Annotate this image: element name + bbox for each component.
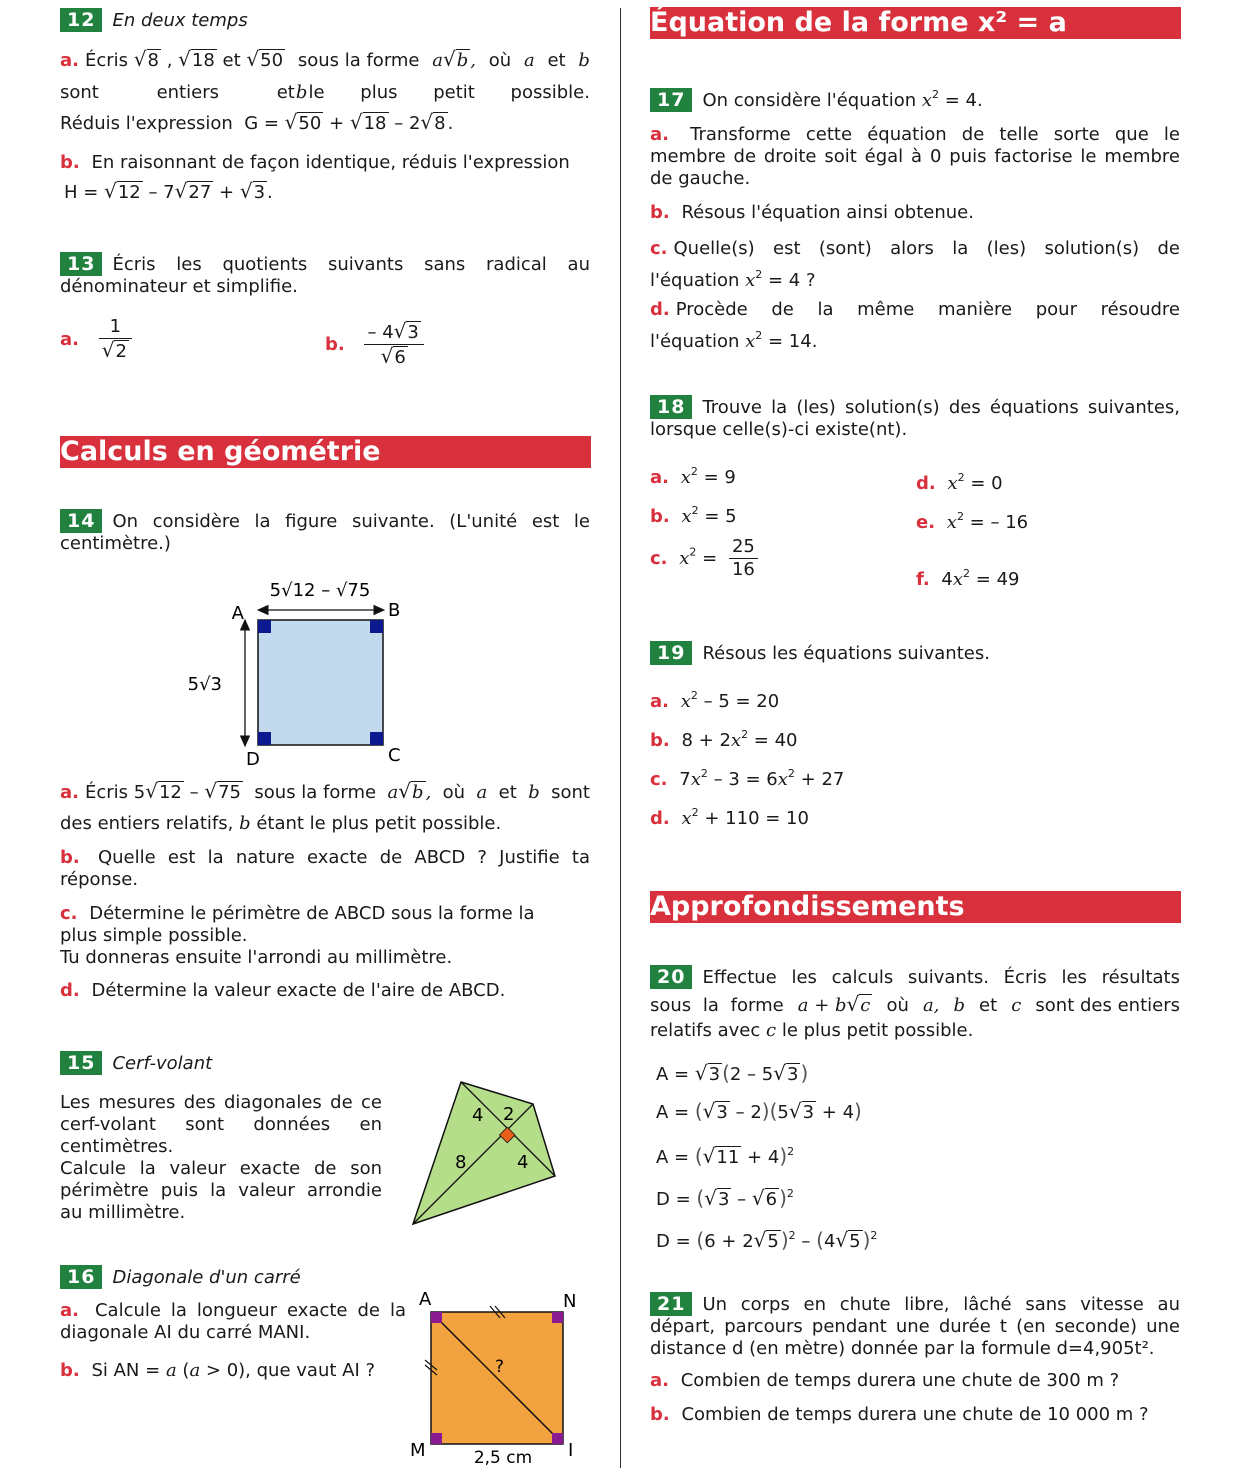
exercise-19-b: b. $8 + 2x^2 = 40$ bbox=[650, 728, 798, 751]
column-divider bbox=[620, 8, 621, 1468]
text: – 5 = 20 bbox=[703, 691, 780, 712]
right-angle-mark bbox=[431, 1312, 442, 1323]
text: où bbox=[488, 50, 512, 71]
square-figure bbox=[170, 572, 430, 772]
expression-a3: $A = (√11 + 4)^2$ bbox=[656, 1144, 795, 1168]
square-abcd bbox=[258, 620, 383, 745]
text: En raisonnant de façon identique, réduis l'expression bbox=[91, 152, 570, 173]
exercise-21-statement bbox=[650, 1292, 1180, 1360]
text: où bbox=[442, 782, 466, 803]
text: 7 bbox=[679, 769, 691, 790]
exercise-14-c bbox=[60, 903, 560, 969]
item-label: a. bbox=[650, 124, 669, 145]
exercise-20-line2: sous la forme a + b√c où a, b et c sont des entiers bbox=[650, 992, 1180, 1016]
text: Écris bbox=[84, 782, 129, 803]
right-angle-mark bbox=[552, 1433, 563, 1444]
exercise-number: 18 bbox=[650, 395, 692, 419]
vertex-b: B bbox=[388, 600, 401, 621]
exercise-20-statement bbox=[650, 965, 1180, 989]
exercise-12-header bbox=[60, 8, 590, 32]
exercise-16-b: b. Si AN = a (a > 0), que vaut AI ? bbox=[60, 1360, 376, 1381]
vertex-n: N bbox=[563, 1291, 577, 1312]
item-label: b. bbox=[60, 1360, 80, 1381]
item-label: f. bbox=[916, 569, 930, 590]
expression-a2: A = (√3 – 2)(5√3 + 4) bbox=[656, 1099, 862, 1123]
exercise-number: 16 bbox=[60, 1265, 102, 1289]
exercise-14-d bbox=[60, 980, 590, 1002]
text: = 0 bbox=[970, 473, 1003, 494]
text: = – 16 bbox=[969, 512, 1029, 533]
item-label: a. bbox=[650, 1370, 669, 1391]
exercise-20-line3: relatifs avec c le plus petit possible. bbox=[650, 1020, 974, 1041]
exercise-14-b bbox=[60, 847, 590, 891]
text: Détermine la valeur exacte de l'aire de ABCD. bbox=[91, 980, 506, 1001]
exercise-title: Diagonale d'un carré bbox=[112, 1267, 301, 1288]
segment-length: 2 bbox=[503, 1104, 515, 1125]
text: Transforme cette équation de telle sorte que le membre de droite soit égal à 0 puis factorise le membre de gauche. bbox=[650, 124, 1180, 189]
text: + 110 = 10 bbox=[704, 808, 809, 829]
text: des entiers relatifs, bbox=[60, 813, 234, 834]
item-label: b. bbox=[650, 506, 670, 527]
text: – 3 = 6 bbox=[713, 769, 778, 790]
exercise-17-statement: 17 On considère l'équation $x^2 = 4$. bbox=[650, 84, 1180, 112]
text: Effectue les calculs suivants. Écris les résultats bbox=[702, 967, 1180, 988]
text: > 0), que vaut AI ? bbox=[205, 1360, 376, 1381]
exercise-15-header bbox=[60, 1051, 590, 1075]
text: où bbox=[886, 995, 909, 1016]
item-label: c. bbox=[650, 238, 668, 259]
top-dimension: 5√12 – √75 bbox=[269, 580, 371, 601]
exercise-17-b bbox=[650, 202, 1180, 224]
exercise-13-statement bbox=[60, 252, 590, 298]
vertex-d: D bbox=[246, 749, 260, 770]
right-angle-mark bbox=[431, 1433, 442, 1444]
item-label: a. bbox=[650, 691, 669, 712]
expr-name: A bbox=[656, 1064, 669, 1085]
item-label: a. bbox=[650, 467, 669, 488]
text: + 27 bbox=[800, 769, 845, 790]
segment-length: 4 bbox=[517, 1152, 529, 1173]
text: = 4 ? bbox=[768, 270, 816, 291]
section-advanced: Approfondissements bbox=[650, 891, 1181, 923]
text: Combien de temps durera une chute de 300 m ? bbox=[680, 1370, 1120, 1391]
item-label: b. bbox=[650, 202, 670, 223]
item-label: a. bbox=[60, 329, 79, 350]
item-label: d. bbox=[650, 808, 670, 829]
exercise-18-c: c. $x^2$ = $\frac{25}{16}$ bbox=[650, 536, 758, 581]
expression-a1: A = √3 (2 – 5√3 ) bbox=[656, 1061, 809, 1085]
text: sont entiers et bbox=[60, 82, 295, 103]
section-equation: Équation de la forme x² = a bbox=[650, 7, 1181, 39]
text: = 9 bbox=[703, 467, 736, 488]
text: Écris les quotients suivants sans radical au dénominateur et simplifie. bbox=[60, 254, 590, 297]
item-label: d. bbox=[916, 473, 936, 494]
text: 8 + 2 bbox=[681, 730, 731, 751]
item-label: b. bbox=[60, 847, 80, 868]
exercise-18-e: e. $x^2$ = – 16 bbox=[916, 510, 1029, 533]
vertex-a: A bbox=[231, 603, 244, 624]
exercise-number: 14 bbox=[60, 509, 102, 533]
item-label: d. bbox=[650, 299, 670, 320]
left-dimension: 5√3 bbox=[187, 674, 222, 695]
text: Écris bbox=[84, 50, 129, 71]
exercise-18-statement bbox=[650, 395, 1180, 441]
exercise-14-statement bbox=[60, 509, 590, 555]
text: sous la forme bbox=[297, 50, 420, 71]
kite-figure bbox=[405, 1074, 565, 1234]
expr-name: A bbox=[656, 1102, 669, 1123]
item-label: c. bbox=[650, 769, 668, 790]
text: Trouve la (les) solution(s) des équations suivantes, lorsque celle(s)-ci existe(nt). bbox=[650, 397, 1180, 440]
exercise-13-b: b. $\frac{- 4√3}{√6}$ bbox=[325, 320, 424, 369]
exercise-number: 20 bbox=[650, 965, 692, 989]
exercise-14-a-line1: a. Écris 5√12 – √75 sous la forme a√b , où a et b sont bbox=[60, 779, 590, 803]
exercise-16-a bbox=[60, 1300, 406, 1344]
exercise-17-d: d. Procède de la même manière pour résoudre l'équation $x^2 = 14$. bbox=[650, 299, 1180, 352]
exercise-19-statement bbox=[650, 641, 1180, 665]
text: et bbox=[498, 782, 517, 803]
side-length: 2,5 cm bbox=[473, 1448, 533, 1468]
exercise-18-d: d. $x^2 = 0$ bbox=[916, 471, 1003, 494]
expr-name: A bbox=[656, 1147, 669, 1168]
exercise-16-header bbox=[60, 1265, 590, 1289]
section-geometry: Calculs en géométrie bbox=[60, 436, 591, 468]
expression-d1: D = (√3 – √6 )$^2$ bbox=[656, 1186, 794, 1210]
exercise-number: 17 bbox=[650, 88, 692, 112]
text: On considère l'équation bbox=[702, 90, 917, 111]
right-angle-mark bbox=[258, 732, 271, 745]
exercise-13-a: a. $\frac{1}{√2}$ bbox=[60, 316, 132, 363]
item-label: e. bbox=[916, 512, 936, 533]
text: Si AN = bbox=[91, 1360, 161, 1381]
text: = bbox=[702, 548, 718, 569]
text: Quelle est la nature exacte de ABCD ? Justifie ta réponse. bbox=[60, 847, 590, 890]
exercise-12-a-line3: Réduis l'expression G = √50 + √18 – 2√8 . bbox=[60, 110, 454, 134]
text: = 49 bbox=[975, 569, 1020, 590]
text: l'équation bbox=[650, 270, 740, 291]
text: = 5 bbox=[704, 506, 737, 527]
exercise-14-a-line2: des entiers relatifs, b étant le plus petit possible. bbox=[60, 813, 502, 834]
exercise-12-b bbox=[60, 152, 590, 174]
text: = 14. bbox=[768, 331, 818, 352]
text: Résous les équations suivantes. bbox=[702, 643, 990, 664]
numerator: 25 bbox=[729, 536, 758, 559]
text: Calcule la valeur exacte de son périmètre puis la valeur arrondie au millimètre. bbox=[60, 1158, 382, 1223]
vertex-a: A bbox=[419, 1289, 432, 1310]
vertex-m: M bbox=[410, 1440, 426, 1461]
exercise-title: Cerf-volant bbox=[112, 1053, 213, 1074]
item-label: d. bbox=[60, 980, 80, 1001]
segment-length: 8 bbox=[455, 1152, 467, 1173]
exercise-title: En deux temps bbox=[112, 10, 248, 31]
item-label: b. bbox=[60, 152, 80, 173]
exercise-number: 21 bbox=[650, 1292, 692, 1316]
exercise-19-c: c. $7x^2 - 3 = 6x^2 + 27$ bbox=[650, 767, 845, 790]
exercise-number: 13 bbox=[60, 252, 102, 276]
item-label: b. bbox=[650, 1404, 670, 1425]
expr-name: D bbox=[656, 1189, 670, 1210]
text: Un corps en chute libre, lâché sans vitesse au départ, parcours pendant une durée t (en seconde) une distance d (en mètre) donnée par la formule d=4,905t². bbox=[650, 1294, 1180, 1359]
item-label: a. bbox=[60, 782, 79, 803]
segment-length: 4 bbox=[472, 1105, 484, 1126]
exercise-21-a bbox=[650, 1370, 1180, 1392]
expr-name: D bbox=[656, 1231, 670, 1252]
text: et bbox=[979, 995, 998, 1016]
expression-d2: D = (6 + 2√5 )$^2$ – (4√5 )$^2$ bbox=[656, 1228, 878, 1252]
right-angle-mark bbox=[552, 1312, 563, 1323]
text: Résous l'équation ainsi obtenue. bbox=[681, 202, 974, 223]
exercise-number: 19 bbox=[650, 641, 692, 665]
vertex-i: I bbox=[568, 1440, 574, 1461]
text: l'équation bbox=[650, 331, 740, 352]
vertex-c: C bbox=[388, 745, 401, 766]
text: Combien de temps durera une chute de 10 000 m ? bbox=[681, 1404, 1149, 1425]
text: le plus petit possible. bbox=[308, 82, 590, 103]
text: sont des entiers bbox=[1035, 995, 1180, 1016]
diagonal-unknown: ? bbox=[495, 1357, 505, 1377]
text: Détermine le périmètre de ABCD sous la forme la plus simple possible. bbox=[60, 903, 535, 946]
text: ( bbox=[182, 1360, 190, 1381]
item-label: a. bbox=[60, 50, 79, 71]
text: Tu donneras ensuite l'arrondi au millimètre. bbox=[60, 947, 453, 968]
exercise-18-b: b. $x^2 = 5$ bbox=[650, 504, 737, 527]
item-label: a. bbox=[60, 1300, 79, 1321]
item-label: b. bbox=[325, 334, 345, 355]
exercise-12-b-expr: H = √12 – 7√27 + √3 . bbox=[64, 179, 273, 203]
square-mani-figure bbox=[405, 1288, 585, 1472]
exercise-15-text bbox=[60, 1092, 382, 1224]
exercise-number: 12 bbox=[60, 8, 102, 32]
text: sous la forme bbox=[650, 995, 784, 1016]
right-angle-mark bbox=[370, 620, 383, 633]
item-label: c. bbox=[650, 548, 668, 569]
text: et bbox=[547, 50, 566, 71]
exercise-21-b bbox=[650, 1404, 1180, 1426]
text: Réduis l'expression bbox=[60, 113, 233, 134]
exercise-12-a-line1: a. Écris √8 , √18 et √50 sous la forme a√b , où a et b bbox=[60, 47, 590, 71]
exercise-number: 15 bbox=[60, 1051, 102, 1075]
text: étant le plus petit possible. bbox=[256, 813, 502, 834]
exercise-18-f: f. $4x^2 = 49$ bbox=[916, 567, 1020, 590]
right-angle-mark bbox=[258, 620, 271, 633]
text: sous la forme bbox=[254, 782, 377, 803]
text: = 40 bbox=[753, 730, 798, 751]
text: Procède de la même manière pour résoudre bbox=[675, 299, 1180, 320]
item-label: c. bbox=[60, 903, 78, 924]
denominator: 16 bbox=[731, 559, 755, 580]
exercise-19-d: d. $x^2 + 110 = 10$ bbox=[650, 806, 809, 829]
text: sont bbox=[551, 782, 590, 803]
text: relatifs avec bbox=[650, 1020, 761, 1041]
right-angle-mark bbox=[370, 732, 383, 745]
text: = 4. bbox=[944, 90, 983, 111]
exercise-12-a-line2: sont entiers et b le plus petit possible. bbox=[60, 82, 590, 103]
text: 4 bbox=[941, 569, 953, 590]
item-label: b. bbox=[650, 730, 670, 751]
text: On considère la figure suivante. (L'unité est le centimètre.) bbox=[60, 511, 590, 554]
text: Quelle(s) est (sont) alors la (les) solution(s) de bbox=[673, 238, 1180, 259]
text: le plus petit possible. bbox=[781, 1020, 974, 1041]
exercise-18-a: a. $x^2 = 9$ bbox=[650, 465, 736, 488]
exercise-17-a bbox=[650, 124, 1180, 190]
text: Les mesures des diagonales de ce cerf-volant sont données en centimètres. bbox=[60, 1092, 382, 1157]
exercise-17-c: c. Quelle(s) est (sont) alors la (les) solution(s) de l'équation $x^2 = 4$ ? bbox=[650, 238, 1180, 291]
text: Calcule la longueur exacte de la diagonale AI du carré MANI. bbox=[60, 1300, 406, 1343]
exercise-19-a: a. $x^2 - 5 = 20$ bbox=[650, 689, 780, 712]
